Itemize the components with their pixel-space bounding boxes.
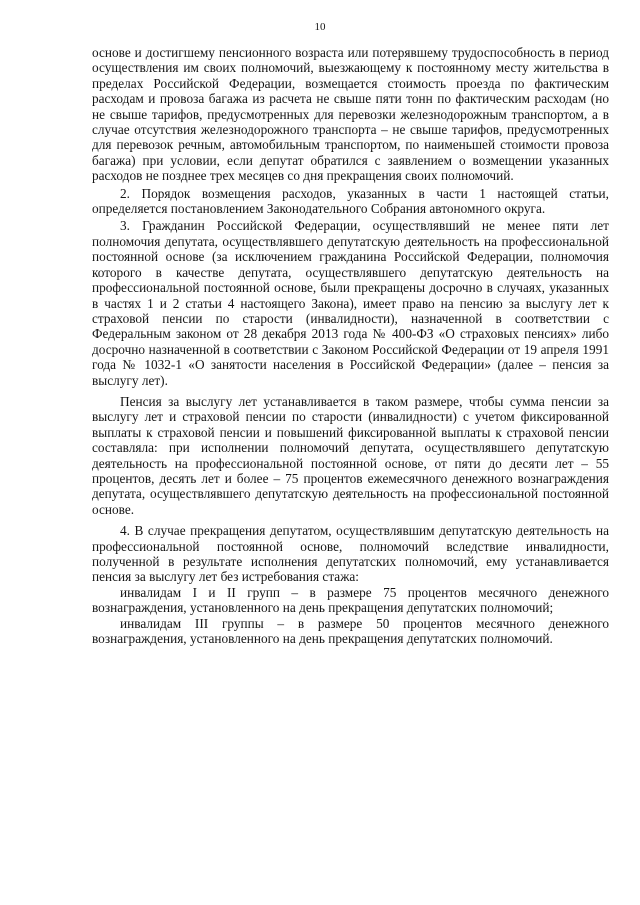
paragraph-part-2: 2. Порядок возмещения расходов, указанных в части 1 настоящей статьи, определяется постановлением Законодательного Собрания автономного округа. (92, 185, 609, 217)
paragraph-part-4: 4. В случае прекращения депутатом, осуществлявшим депутатскую деятельность на профессиональной постоянной основе, полномочий вследствие инвалидности, полученной в результате исполнения депутатских полномочий, ему устанавливается пенсия за выслугу лет без истребования стажа: (92, 523, 609, 585)
paragraph-continuation: основе и достигшему пенсионного возраста или потерявшему трудоспособность в период осуществления им своих полномочий, выезжающему к постоянному месту жительства в пределах Российской Федерации, возмещается стоимость проезда по фактическим расходам и провоза багажа из расчета не свыше пяти тонн по фактическим расходам (но не свыше тарифов, предусмотренных для перевозки железнодорожным транспортом, а в случае отсутствия железнодорожного транспорта – не свыше тарифов, предусмотренных для перевозок речным, автомобильным транспортом, по наименьшей стоимости провоза багажа) при условии, если депутат обратился с заявлением о возмещении указанных расходов не позднее трех месяцев со дня прекращения своих полномочий. (92, 45, 609, 184)
paragraph-pension-size: Пенсия за выслугу лет устанавливается в таком размере, чтобы сумма пенсии за выслугу лет и страховой пенсии по старости (инвалидности) с учетом фиксированной выплаты к страховой пенсии и повышений фиксированной выплаты к страховой пенсии составляла: при исполнении полномочий депутата, осуществлявшего депутатскую деятельность на профессиональной постоянной основе, от пяти до десяти лет – 55 процентов, десять лет и более – 75 процентов ежемесячного денежного вознаграждения депутата, осуществлявшего депутатскую деятельность на профессиональной постоянной основе. (92, 393, 609, 517)
list-item-group-3: инвалидам III группы – в размере 50 процентов месячного денежного вознаграждения, установленного на день прекращения депутатских полномочий. (92, 615, 609, 647)
list-item-groups-1-2: инвалидам I и II групп – в размере 75 процентов месячного денежного вознаграждения, установленного на день прекращения депутатских полномочий; (92, 584, 609, 616)
page-number: 10 (314, 21, 326, 33)
document-body (92, 45, 609, 646)
paragraph-part-3: 3. Гражданин Российской Федерации, осуществлявший не менее пяти лет полномочия депутата, осуществлявшего депутатскую деятельность на профессиональной постоянной основе (за исключением гражданина Российской Федерации, полномочия которого в качестве депутата, осуществлявшего депутатскую деятельность на профессиональной постоянной основе, были прекращены досрочно в случаях, указанных в частях 1 и 2 статьи 4 настоящего Закона), имеет право на пенсию за выслугу лет к страховой пенсии по старости (инвалидности), назначенной в соответствии с Федеральным законом от 28 декабря 2013 года № 400-ФЗ «О страховых пенсиях» либо досрочно назначенной в соответствии с Законом Российской Федерации от 19 апреля 1991 года № 1032-1 «О занятости населения в Российской Федерации» (далее – пенсия за выслугу лет). (92, 218, 609, 388)
